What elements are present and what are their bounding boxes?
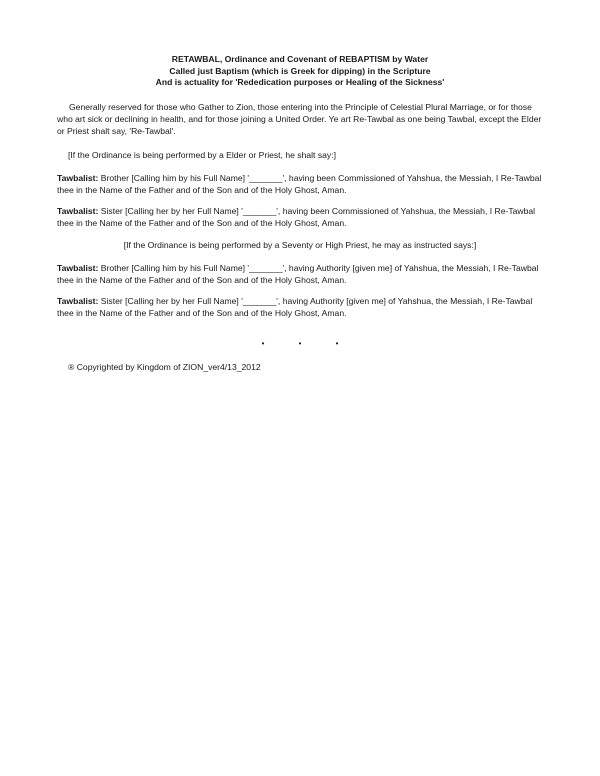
instruction-elder: [If the Ordinance is being performed by a Elder or Priest, he shalt say:] bbox=[68, 150, 336, 160]
instruction-seventy: [If the Ordinance is being performed by a Seventy or High Priest, he may as instructed says:] bbox=[123, 240, 477, 250]
section-separator: • • • bbox=[261, 339, 355, 348]
tawbalist-label: Tawbalist: bbox=[57, 296, 99, 306]
tawbalist-label: Tawbalist: bbox=[57, 206, 99, 216]
vow-text: Sister [Calling her by her Full Name] '_______', having Authority [given me] of Yahshua, the Messiah, I Re-Tawbal thee in the Name of the Father and of the Son and of the Holy Ghost, Aman. bbox=[57, 296, 533, 318]
vow-elder-brother bbox=[57, 172, 547, 196]
document-title bbox=[0, 54, 600, 89]
tawbalist-label: Tawbalist: bbox=[57, 173, 99, 183]
title-line-2: Called just Baptism (which is Greek for dipping) in the Scripture bbox=[169, 65, 431, 76]
tawbalist-label: Tawbalist: bbox=[57, 263, 99, 273]
vow-elder-sister bbox=[57, 205, 547, 229]
title-line-3: And is actuality for 'Rededication purposes or Healing of the Sickness' bbox=[155, 77, 445, 87]
vow-text: Brother [Calling him by his Full Name] '_______', having Authority [given me] of Yahshua, the Messiah, I Re-Tawbal thee in the Name of the Father and of the Son and of the Holy Ghost, Aman. bbox=[57, 263, 539, 285]
vow-seventy-brother bbox=[57, 262, 547, 286]
vow-text: Sister [Calling her by her Full Name] '_______', having been Commissioned of Yahshua, the Messiah, I Re-Tawbal thee in the Name of the Father and of the Son and of the Holy Ghost, Aman. bbox=[57, 206, 536, 228]
vow-seventy-sister bbox=[57, 295, 547, 319]
vow-text: Brother [Calling him by his Full Name] '_______', having been Commissioned of Yahshua, the Messiah, I Re-Tawbal thee in the Name of the Father and of the Son and of the Holy Ghost, Aman. bbox=[57, 173, 542, 195]
copyright-notice: ® Copyrighted by Kingdom of ZION_ver4/13_2012 bbox=[68, 362, 261, 372]
title-line-1: RETAWBAL, Ordinance and Covenant of REBAPTISM by Water bbox=[171, 54, 429, 64]
intro-paragraph: Generally reserved for those who Gather to Zion, those entering into the Principle of Celestial Plural Marriage, or for those who art sick or declining in health, and for those joining a United Order. Ye art Re-Tawbal as one being Tawbal, except the Elder or Priest shalt say, 'Re-Tawbal'. bbox=[57, 102, 542, 136]
